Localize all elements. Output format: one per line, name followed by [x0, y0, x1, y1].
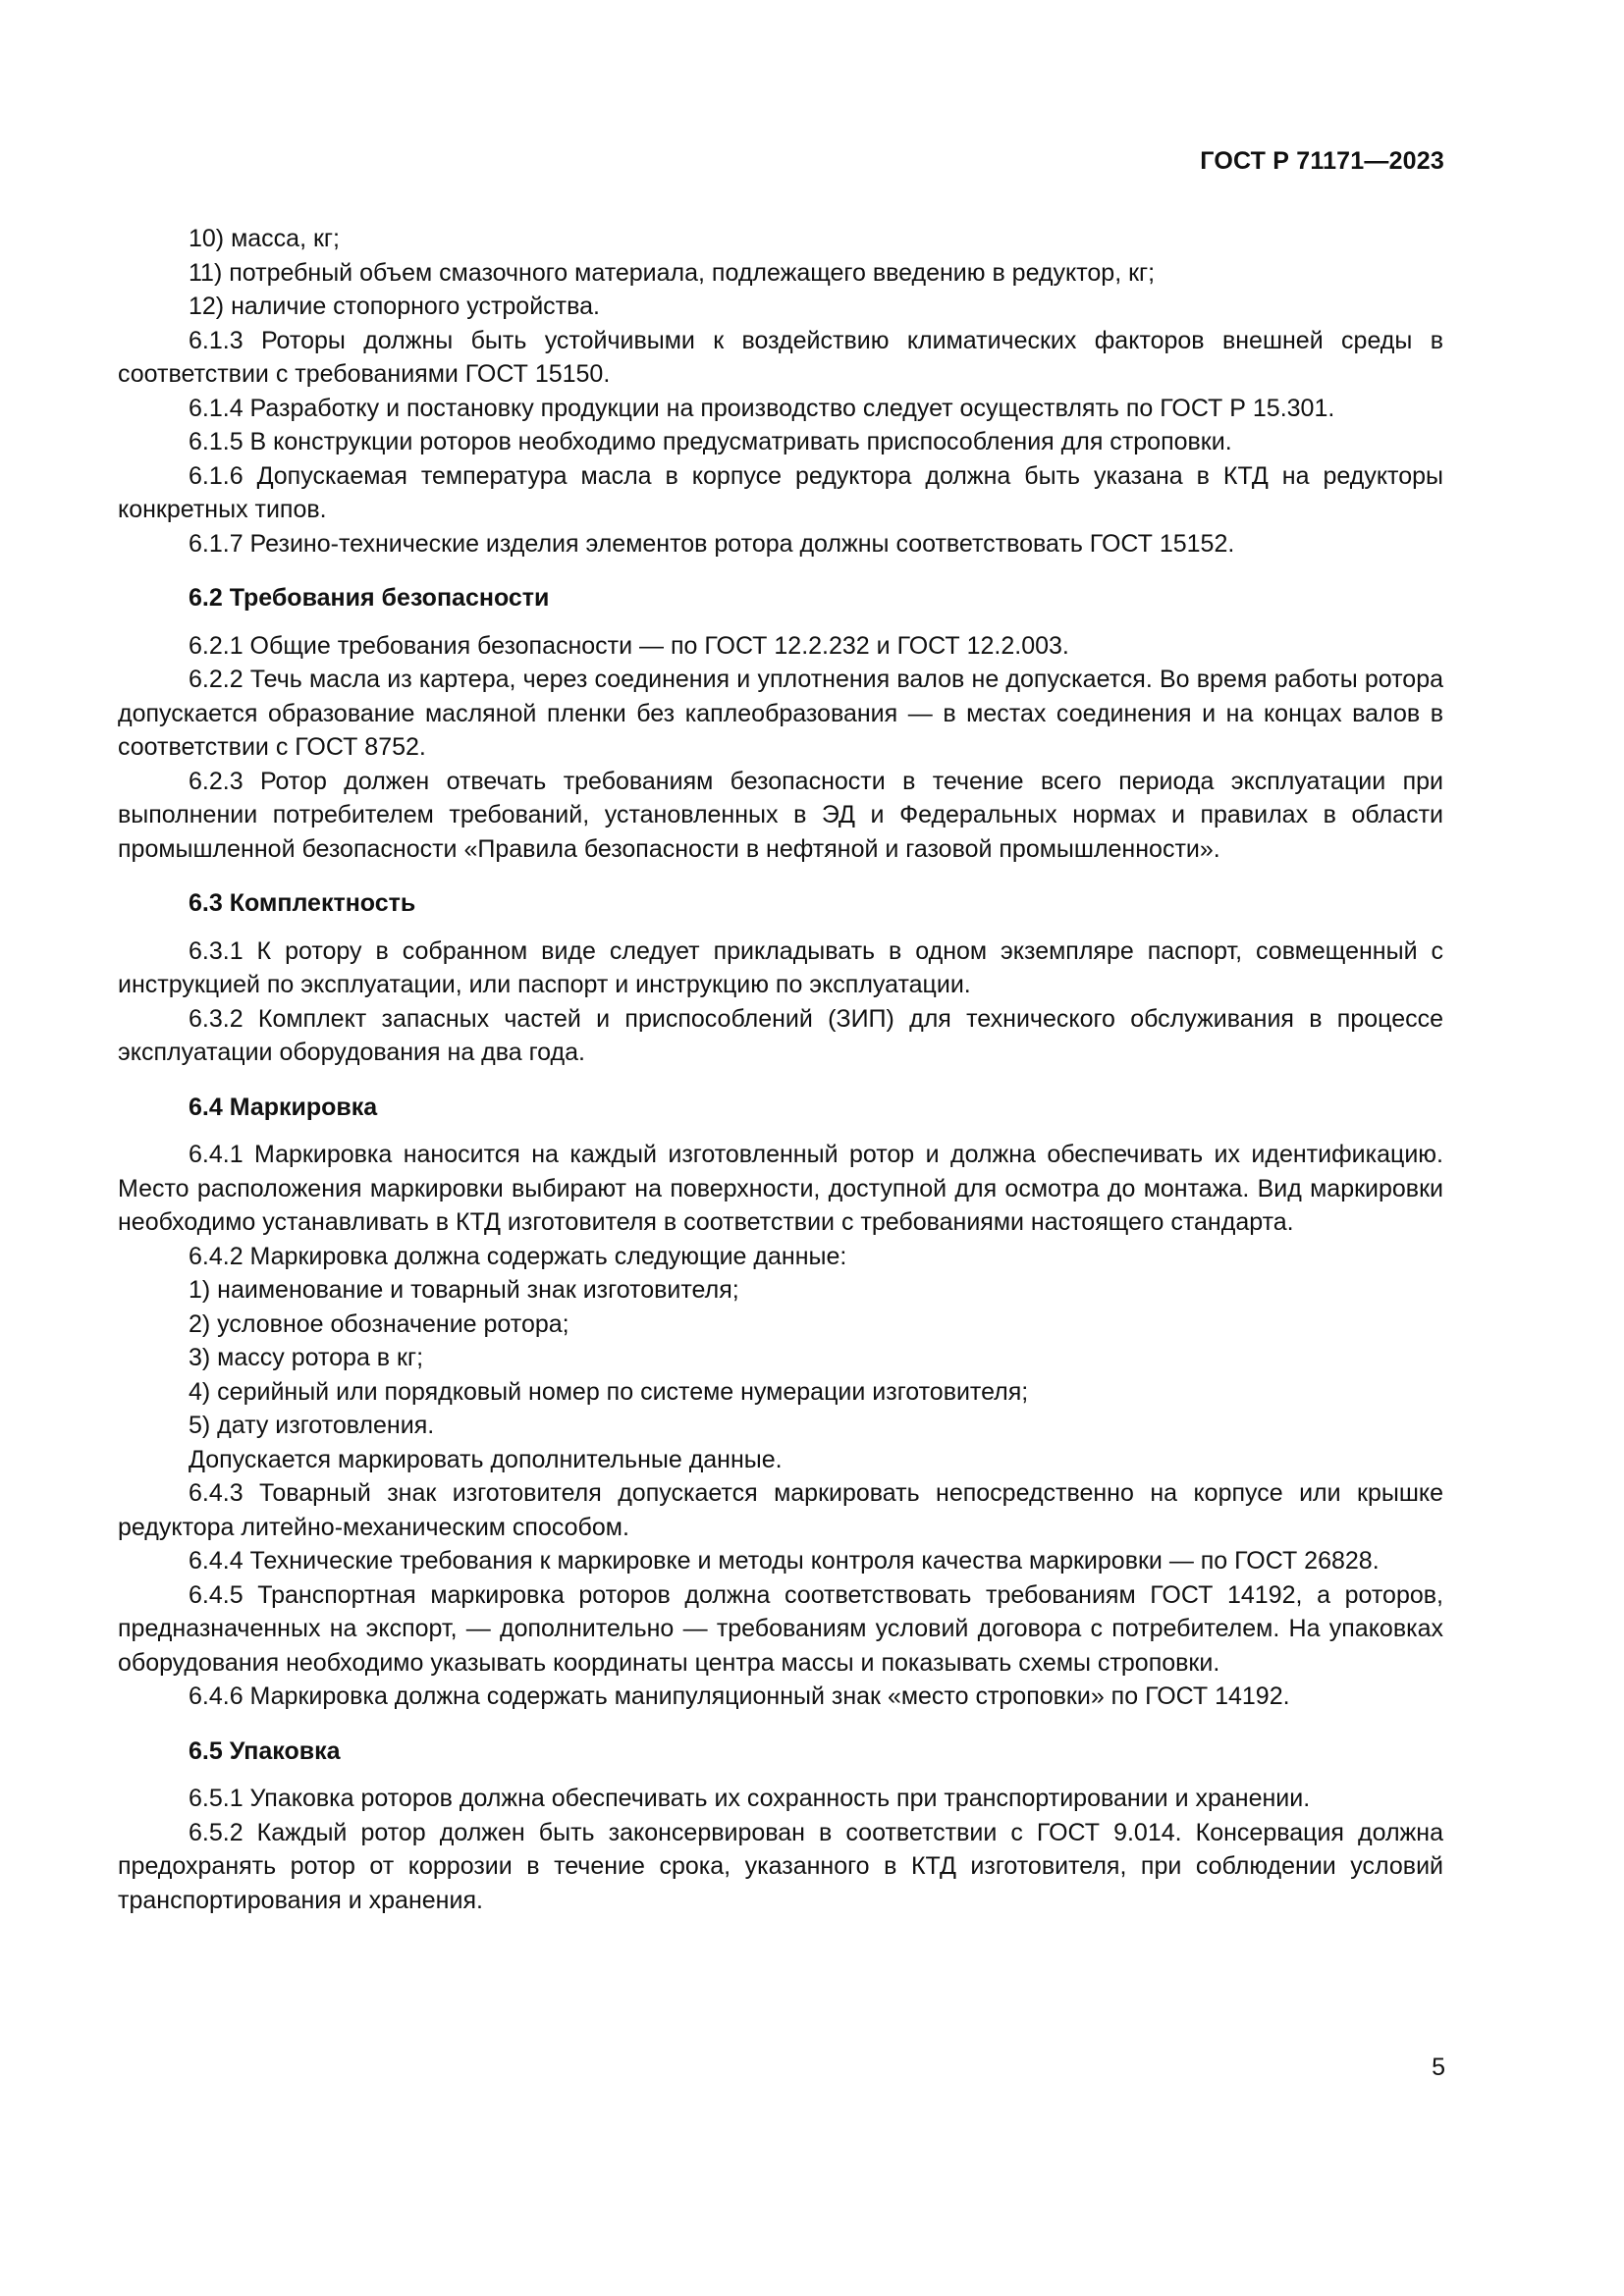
paragraph: 6.1.3 Роторы должны быть устойчивыми к воздействию климатических факторов внешней среды в соответствии с требованиями ГОСТ 15150. [118, 326, 1443, 388]
document-body [118, 222, 1443, 1917]
paragraph: 6.2.2 Течь масла из картера, через соединения и уплотнения валов не допускается. Во время работы ротора допускается образование масляной пленки без каплеобразования — в местах соединения и на концах валов в соответствии с ГОСТ 8752. [118, 666, 1443, 761]
section-heading: 6.2 Требования безопасности [189, 584, 550, 612]
list-item: 1) наименование и товарный знак изготовителя; [189, 1276, 739, 1304]
paragraph: 6.2.1 Общие требования безопасности — по ГОСТ 12.2.232 и ГОСТ 12.2.003. [189, 631, 1069, 660]
section-heading: 6.3 Комплектность [189, 889, 416, 917]
section-heading: 6.4 Маркировка [189, 1093, 378, 1121]
list-item: Допускается маркировать дополнительные данные. [189, 1445, 783, 1473]
paragraph: 6.1.6 Допускаемая температура масла в корпусе редуктора должна быть указана в КТД на редукторы конкретных типов. [118, 461, 1443, 523]
paragraph: 6.4.5 Транспортная маркировка роторов должна соответствовать требованиям ГОСТ 14192, а роторов, предназначенных на экспорт, — дополнительно — требованиям условий договора с потребителем. На упаковках оборудования необходимо указывать координаты центра массы и показывать схемы строповки. [118, 1580, 1443, 1677]
section-heading: 6.5 Упаковка [189, 1736, 341, 1765]
list-item: 5) дату изготовления. [189, 1412, 435, 1439]
list-item: 10) масса, кг; [189, 225, 340, 252]
list-item: 2) условное обозначение ротора; [189, 1309, 569, 1338]
list-item: 4) серийный или порядковый номер по системе нумерации изготовителя; [189, 1377, 1029, 1406]
paragraph: 6.1.4 Разработку и постановку продукции на производство следует осуществлять по ГОСТ Р 15.301. [189, 394, 1335, 422]
paragraph: 6.4.2 Маркировка должна содержать следующие данные: [189, 1242, 847, 1270]
page-number: 5 [1432, 2054, 1445, 2081]
paragraph: 6.1.5 В конструкции роторов необходимо предусматривать приспособления для строповки. [189, 428, 1232, 455]
paragraph: 6.4.3 Товарный знак изготовителя допускается маркировать непосредственно на корпусе или крышке редуктора литейно-механическим способом. [118, 1479, 1443, 1541]
paragraph: 6.4.6 Маркировка должна содержать манипуляционный знак «место строповки» по ГОСТ 14192. [189, 1682, 1290, 1710]
paragraph: 6.5.1 Упаковка роторов должна обеспечивать их сохранность при транспортировании и хранении. [189, 1785, 1311, 1812]
document-header: ГОСТ Р 71171—2023 [1200, 147, 1444, 175]
paragraph: 6.4.1 Маркировка наносится на каждый изготовленный ротор и должна обеспечивать их идентификацию. Место расположения маркировки выбирают на поверхности, доступной для осмотра до монтажа. Вид маркировки необходимо устанавливать в КТД изготовителя в соответствии с требованиями настоящего стандарта. [118, 1141, 1443, 1236]
list-item: 11) потребный объем смазочного материала, подлежащего введению в редуктор, кг; [189, 258, 1156, 287]
list-item: 12) наличие стопорного устройства. [189, 293, 600, 320]
paragraph: 6.1.7 Резино-технические изделия элементов ротора должны соответствовать ГОСТ 15152. [189, 529, 1235, 558]
paragraph: 6.3.1 К ротору в собранном виде следует прикладывать в одном экземпляре паспорт, совмещенный с инструкцией по эксплуатации, или паспорт и инструкцию по эксплуатации. [118, 936, 1443, 998]
paragraph: 6.4.4 Технические требования к маркировке и методы контроля качества маркировки — по ГОСТ 26828. [189, 1547, 1380, 1575]
paragraph: 6.2.3 Ротор должен отвечать требованиям безопасности в течение всего периода эксплуатации при выполнении потребителем требований, установленных в ЭД и Федеральных нормах и правилах в области промышленной безопасности «Правила безопасности в нефтяной и газовой промышленности». [118, 767, 1443, 863]
paragraph: 6.3.2 Комплект запасных частей и приспособлений (ЗИП) для технического обслуживания в процессе эксплуатации оборудования на два года. [118, 1004, 1443, 1066]
paragraph: 6.5.2 Каждый ротор должен быть законсервирован в соответствии с ГОСТ 9.014. Консервация должна предохранять ротор от коррозии в течение срока, указанного в КТД изготовителя, при соблюдении условий транспортирования и хранения. [118, 1818, 1443, 1914]
list-item: 3) массу ротора в кг; [189, 1344, 424, 1371]
